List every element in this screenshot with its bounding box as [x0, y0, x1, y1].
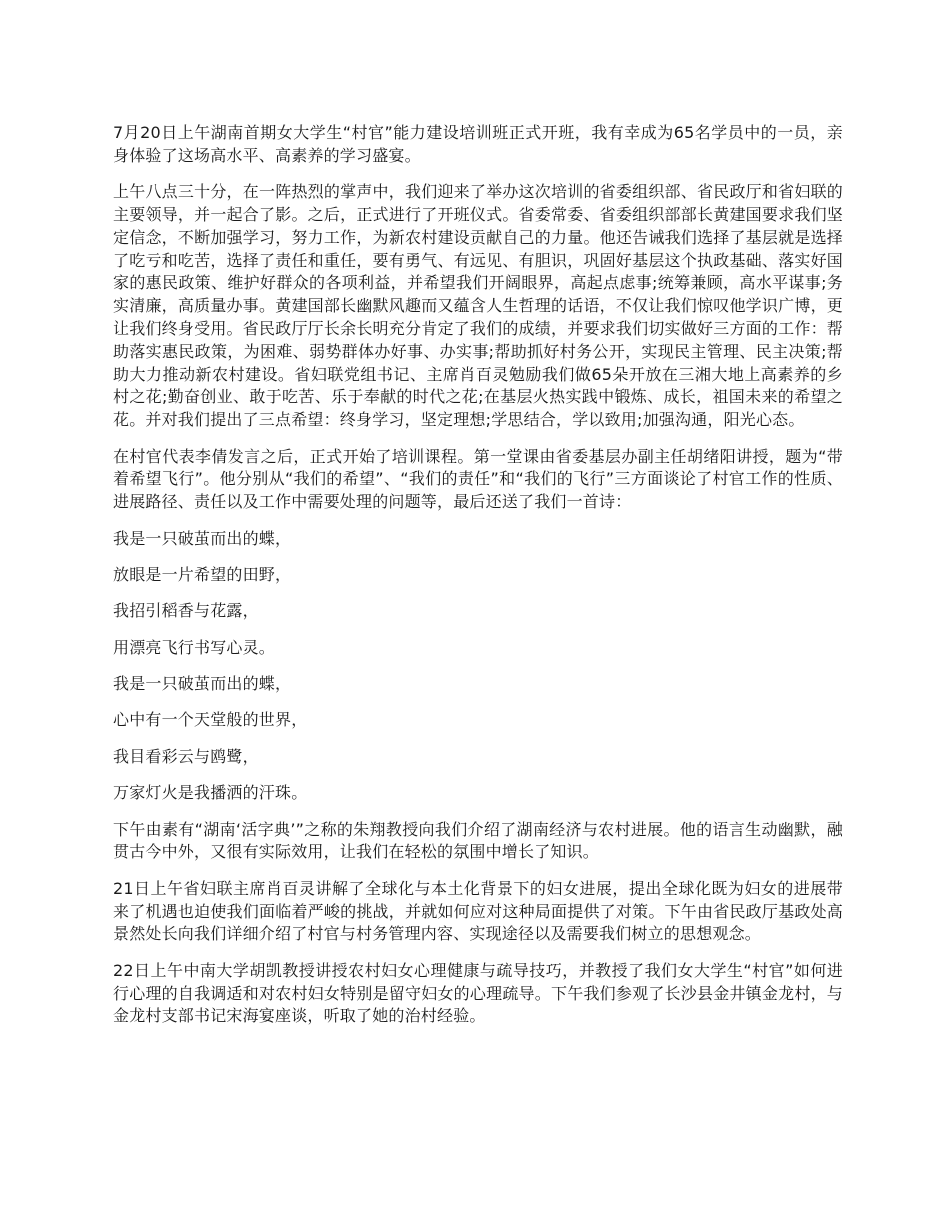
paragraph-ceremony: 上午八点三十分，在一阵热烈的掌声中，我们迎来了举办这次培训的省委组织部、省民政厅和省妇联的主要领导，并一起合了影。之后，正式进行了开班仪式。省委常委、省委组织部部长黄建国要求我们坚定信念，不断加强学习，努力工作，为新农村建设贡献自己的力量。他还告诫我们选择了基层就是选择了吃亏和吃苦，选择了责任和重任，要有勇气、有远见、有胆识，巩固好基层这个执政基础、落实好国家的惠民政策、维护好群众的各项利益，并希望我们开阔眼界，高起点虑事;统筹兼顾，高水平谋事;务实清廉，高质量办事。黄建国部长幽默风趣而又蕴含人生哲理的话语，不仅让我们惊叹他学识广博，更让我们终身受用。省民政厅厅长余长明充分肯定了我们的成绩，并要求我们切实做好三方面的工作：帮助落实惠民政策，为困难、弱势群体办好事、办实事;帮助抓好村务公开，实现民主管理、民主决策;帮助大力推动新农村建设。省妇联党组书记、主席肖百灵勉励我们做65朵开放在三湘大地上高素养的乡村之花;勤奋创业、敢于吃苦、乐于奉献的时代之花;在基层火热实践中锻炼、成长，祖国未来的希望之花。并对我们提出了三点希望：终身学习，坚定理想;学思结合，学以致用;加强沟通，阳光心态。 — [113, 182, 843, 430]
poem-line: 用漂亮飞行书写心灵。 — [113, 637, 276, 657]
paragraph-opening: 7月20日上午湖南首期女大学生“村官”能力建设培训班正式开班，我有幸成为65名学员中的一员，亲身体验了这场高水平、高素养的学习盛宴。 — [113, 123, 843, 165]
paragraph-afternoon-lecture: 下午由素有“湖南‘活字典’”之称的朱翔教授向我们介绍了湖南经济与农村进展。他的语言生动幽默，融贯古今中外，又很有实际效用，让我们在轻松的氛围中增长了知识。 — [113, 819, 843, 862]
poem-line: 我是一只破茧而出的蝶， — [113, 674, 292, 694]
paragraph-day-22: 22日上午中南大学胡凯教授讲授农村妇女心理健康与疏导技巧，并教授了我们女大学生“村官”如何进行心理的自我调适和对农村妇女特别是留守妇女的心理疏导。下午我们参观了长沙县金井镇金龙村，与金龙村支部书记宋海宴座谈，听取了她的治村经验。 — [113, 960, 843, 1026]
poem-line: 心中有一个天堂般的世界， — [113, 710, 308, 730]
document-body — [113, 122, 843, 1042]
paragraph-first-lesson: 在村官代表李倩发言之后，正式开始了培训课程。第一堂课由省委基层办副主任胡绪阳讲授，题为“带着希望飞行”。他分别从“我们的希望”、“我们的责任”和“我们的飞行”三方面谈论了村官工作的性质、进展路径、责任以及工作中需要处理的问题等，最后还送了我们一首诗： — [113, 446, 843, 512]
poem-line: 我是一只破茧而出的蝶， — [113, 528, 292, 548]
poem-line: 万家灯火是我播洒的汗珠。 — [113, 783, 308, 803]
poem-line: 放眼是一片希望的田野， — [113, 564, 292, 584]
paragraph-day-21: 21日上午省妇联主席肖百灵讲解了全球化与本土化背景下的妇女进展，提出全球化既为妇女的进展带来了机遇也迫使我们面临着严峻的挑战，并就如何应对这种局面提供了对策。下午由省民政厅基政处高景然处长向我们详细介绍了村官与村务管理内容、实现途径以及需要我们树立的思想观念。 — [113, 878, 843, 944]
poem-line: 我招引稻香与花露， — [113, 601, 259, 621]
poem-line: 我目看彩云与鸥鹭， — [113, 746, 259, 766]
